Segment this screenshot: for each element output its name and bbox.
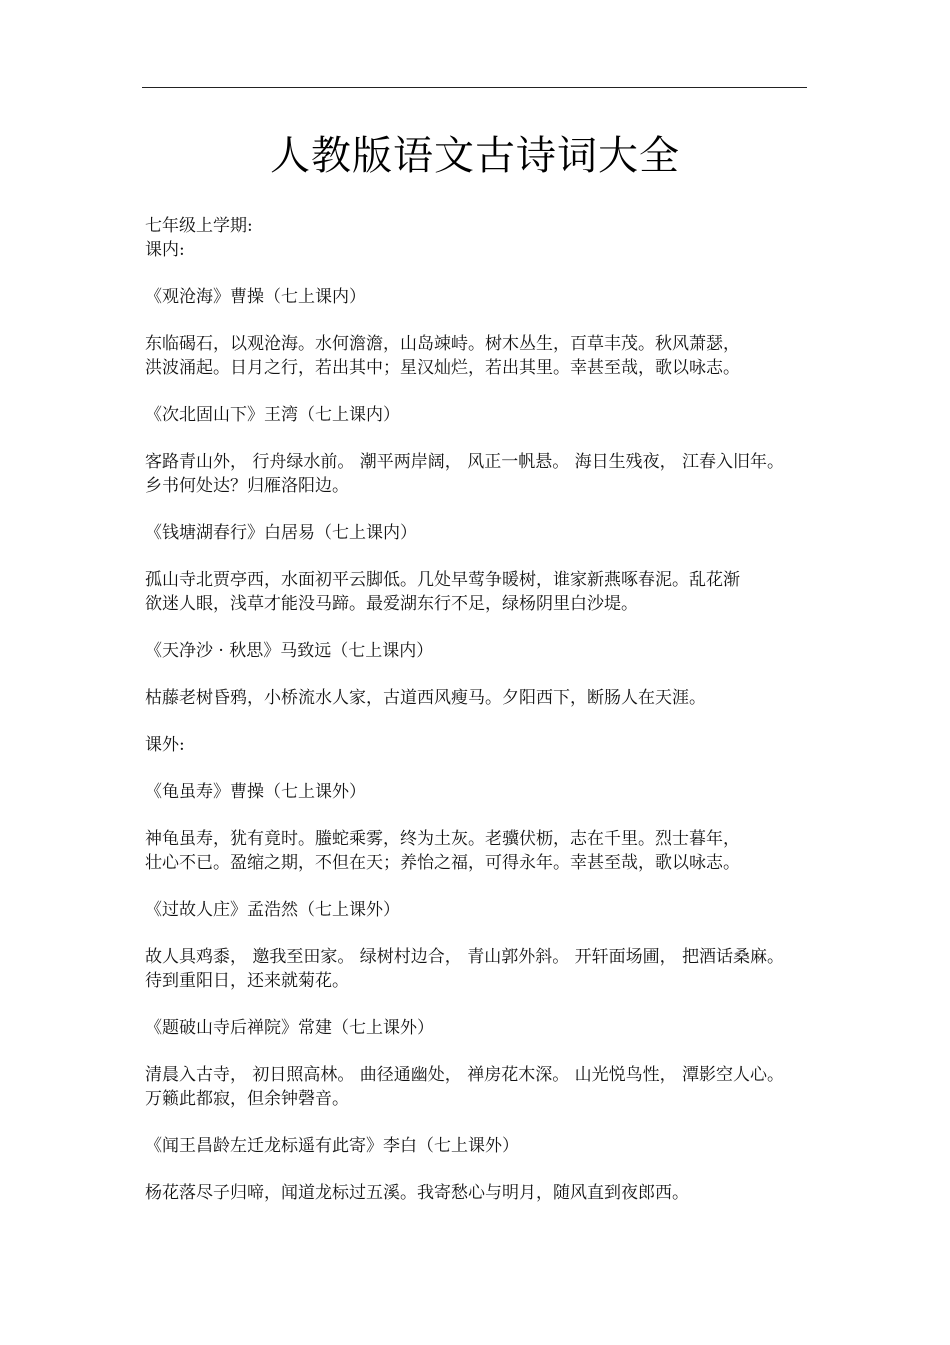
poem-heading: 《钱塘湖春行》白居易（七上课内）: [145, 523, 417, 543]
document-body: [145, 214, 825, 1205]
poem-line: 壮心不已。盈缩之期，不但在天；养怡之福，可得永年。幸甚至哉，歌以咏志。: [145, 853, 740, 873]
poem-line: 杨花落尽子归啼，闻道龙标过五溪。我寄愁心与明月，随风直到夜郎西。: [145, 1183, 689, 1203]
poem-line: 欲迷人眼，浅草才能没马蹄。最爱湖东行不足，绿杨阴里白沙堤。: [145, 594, 638, 614]
poem-line: 东临碣石，以观沧海。水何澹澹，山岛竦峙。树木丛生，百草丰茂。秋风萧瑟，: [145, 334, 740, 354]
poem-heading: 《次北固山下》王湾（七上课内）: [145, 405, 400, 425]
grade-heading: 七年级上学期:: [145, 216, 253, 236]
poem-heading: 《题破山寺后禅院》常建（七上课外）: [145, 1018, 434, 1038]
poem-line: 清晨入古寺， 初日照高林。 曲径通幽处， 禅房花木深。 山光悦鸟性， 潭影空人心。: [145, 1065, 785, 1085]
poem-heading: 《龟虽寿》曹操（七上课外）: [145, 782, 366, 802]
poem-line: 枯藤老树昏鸦，小桥流水人家，古道西风瘦马。夕阳西下，断肠人在天涯。: [145, 688, 706, 708]
section-label-inside: 课内:: [145, 240, 185, 260]
poem-line: 故人具鸡黍， 邀我至田家。 绿树村边合， 青山郭外斜。 开轩面场圃， 把酒话桑麻。: [145, 947, 785, 967]
poem-line: 待到重阳日，还来就菊花。: [145, 971, 349, 991]
header-rule: [142, 87, 807, 88]
poem-line: 万籁此都寂，但余钟磬音。: [145, 1089, 349, 1109]
poem-heading: 《闻王昌龄左迁龙标遥有此寄》李白（七上课外）: [145, 1136, 519, 1156]
poem-line: 乡书何处达？归雁洛阳边。: [145, 476, 349, 496]
poem-line: 孤山寺北贾亭西，水面初平云脚低。几处早莺争暖树，谁家新燕啄春泥。乱花渐: [145, 570, 740, 590]
document-title: 人教版语文古诗词大全: [270, 133, 680, 179]
poem-line: 客路青山外， 行舟绿水前。 潮平两岸阔， 风正一帆悬。 海日生残夜， 江春入旧年。: [145, 452, 785, 472]
poem-line: 洪波涌起。日月之行，若出其中；星汉灿烂，若出其里。幸甚至哉，歌以咏志。: [145, 358, 740, 378]
poem-heading: 《观沧海》曹操（七上课内）: [145, 287, 366, 307]
section-label-outside: 课外:: [145, 735, 185, 755]
poem-heading: 《天净沙 · 秋思》马致远（七上课内）: [145, 641, 434, 661]
poem-line: 神龟虽寿，犹有竟时。螣蛇乘雾，终为土灰。老骥伏枥，志在千里。烈士暮年，: [145, 829, 740, 849]
poem-heading: 《过故人庄》孟浩然（七上课外）: [145, 900, 400, 920]
